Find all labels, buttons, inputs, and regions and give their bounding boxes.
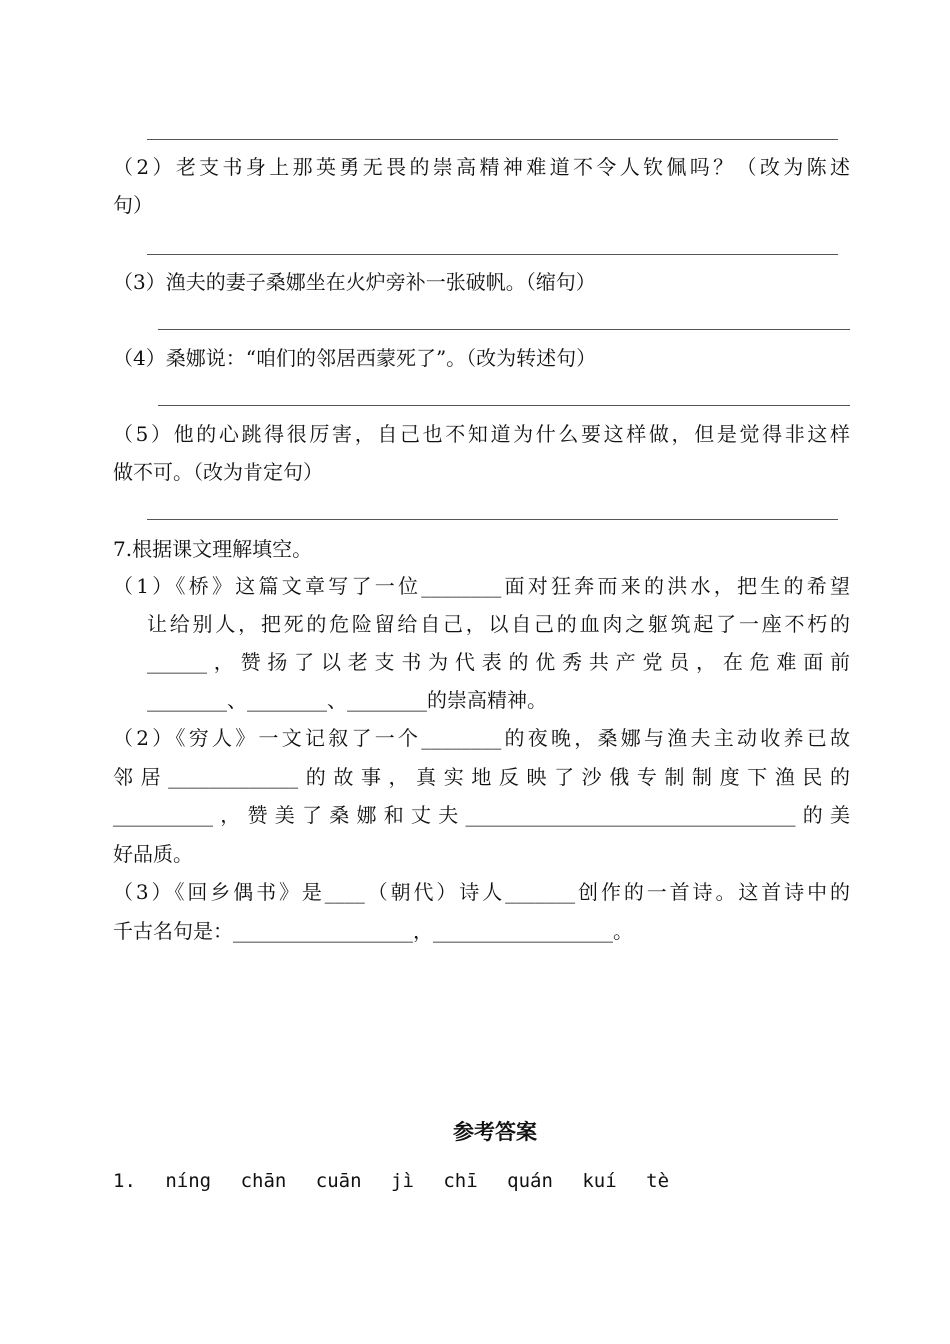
q7-part-3-line-1: （3）《回乡偶书》是____（朝代）诗人_______创作的一首诗。这首诗中的 (113, 880, 850, 904)
answer-line-4[interactable] (158, 405, 850, 406)
answer-key-title: 参考答案 (453, 1120, 537, 1144)
q7-part-2-line-4: 好品质。 (113, 842, 193, 866)
pinyin-1: níng (165, 1170, 212, 1192)
pinyin-6: quán (507, 1170, 553, 1192)
pinyin-8: tè (646, 1170, 670, 1192)
q7-heading: 7.根据课文理解填空。 (113, 537, 313, 561)
q7-part-1-line-1: （1）《桥》这篇文章写了一位________面对狂奔而来的洪水，把生的希望 (113, 574, 850, 598)
answer-line-1[interactable] (147, 139, 838, 140)
q6-item-4: （4）桑娜说：“咱们的邻居西蒙死了”。（改为转述句） (113, 346, 597, 370)
pinyin-4: jì (391, 1170, 414, 1192)
pinyin-2: chān (240, 1170, 287, 1192)
pinyin-5: chī (443, 1170, 478, 1192)
answer-line-5[interactable] (147, 519, 838, 520)
q7-part-1-line-2: 让给别人，把死的危险留给自己，以自己的血肉之躯筑起了一座不朽的 (147, 612, 850, 636)
answer-1 (113, 1163, 687, 1199)
answer-line-2[interactable] (147, 254, 838, 255)
q6-item-2-line-2: 句） (113, 193, 153, 217)
q7-part-1-line-3: ______，赞扬了以老支书为代表的优秀共产党员，在危难面前 (147, 650, 850, 674)
q6-item-5-line-2: 做不可。（改为肯定句） (113, 460, 323, 484)
answer-1-label: 1. (113, 1170, 136, 1192)
pinyin-7: kuí (582, 1170, 617, 1192)
q7-part-3-line-2: 千古名句是：__________________，__________________。 (113, 919, 633, 943)
q7-part-1-line-4: ________、________、________的崇高精神。 (147, 688, 547, 712)
pinyin-3: cuān (315, 1170, 362, 1192)
q6-item-5-line-1: （5）他的心跳得很厉害，自己也不知道为什么要这样做，但是觉得非这样 (113, 422, 850, 446)
q7-part-2-line-3: __________，赞美了桑娜和丈夫_________________________________的美 (113, 803, 850, 827)
q6-item-2-line-1: （2）老支书身上那英勇无畏的崇高精神难道不令人钦佩吗？（改为陈述 (113, 155, 850, 179)
answer-line-3[interactable] (158, 329, 850, 330)
q7-part-2-line-1: （2）《穷人》一文记叙了一个________的夜晚，桑娜与渔夫主动收养已故 (113, 726, 850, 750)
q7-part-2-line-2: 邻居_____________的故事，真实地反映了沙俄专制制度下渔民的 (113, 765, 850, 789)
q6-item-3: （3）渔夫的妻子桑娜坐在火炉旁补一张破帆。（缩句） (113, 270, 596, 294)
